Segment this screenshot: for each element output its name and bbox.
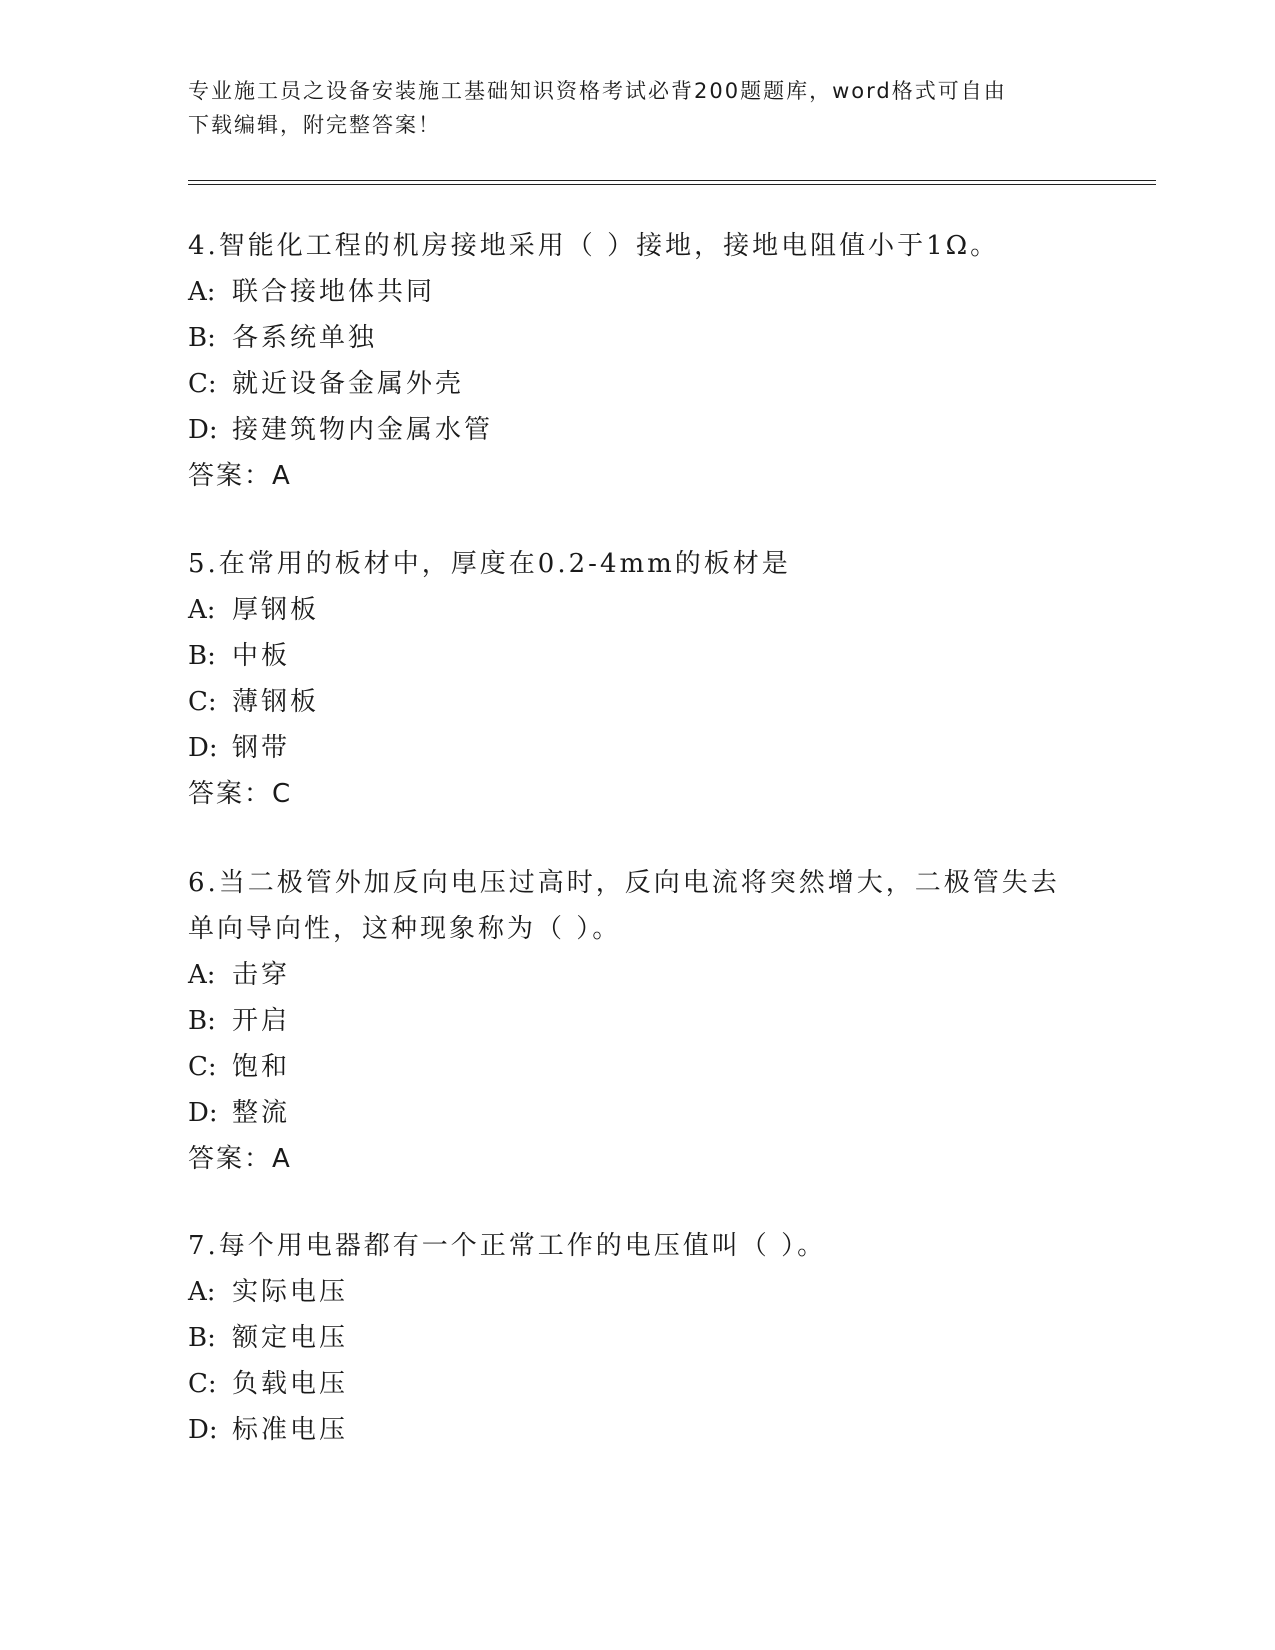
option-text: 中板 bbox=[232, 641, 291, 671]
question-5 bbox=[188, 541, 1088, 817]
answer-label: 答案：A bbox=[188, 1144, 292, 1174]
header-line-2: 下载编辑，附完整答案！ bbox=[188, 113, 441, 137]
option-key: A: bbox=[188, 1277, 216, 1307]
option-text: 联合接地体共同 bbox=[232, 277, 436, 307]
option-b bbox=[188, 633, 1088, 679]
option-text: 负载电压 bbox=[232, 1369, 349, 1399]
option-text: 标准电压 bbox=[232, 1415, 349, 1445]
option-a bbox=[188, 1269, 1088, 1315]
answer-label: 答案：C bbox=[188, 779, 293, 809]
header-line-1: 专业施工员之设备安装施工基础知识资格考试必背200题题库，word格式可自由 bbox=[188, 79, 1007, 103]
question-stem-line-1: 6.当二极管外加反向电压过高时，反向电流将突然增大，二极管失去 bbox=[188, 868, 1060, 898]
option-key: D: bbox=[188, 733, 218, 763]
option-b bbox=[188, 998, 1088, 1044]
option-text: 厚钢板 bbox=[232, 595, 320, 625]
option-d bbox=[188, 1090, 1088, 1136]
option-text: 击穿 bbox=[232, 960, 291, 990]
option-d bbox=[188, 725, 1088, 771]
option-c bbox=[188, 1044, 1088, 1090]
option-key: C: bbox=[188, 369, 217, 399]
option-key: B: bbox=[188, 641, 216, 671]
option-key: C: bbox=[188, 1052, 217, 1082]
question-6 bbox=[188, 860, 1088, 1182]
option-text: 就近设备金属外壳 bbox=[232, 369, 465, 399]
option-key: D: bbox=[188, 415, 218, 445]
option-key: A: bbox=[188, 277, 216, 307]
option-b bbox=[188, 315, 1088, 361]
question-stem: 7.每个用电器都有一个正常工作的电压值叫（ ）。 bbox=[188, 1231, 827, 1261]
option-a bbox=[188, 269, 1088, 315]
option-c bbox=[188, 361, 1088, 407]
question-stem-line-2: 单向导向性，这种现象称为（ ）。 bbox=[188, 914, 622, 944]
answer-label: 答案：A bbox=[188, 461, 292, 491]
option-key: D: bbox=[188, 1098, 218, 1128]
option-key: A: bbox=[188, 595, 216, 625]
option-c bbox=[188, 679, 1088, 725]
option-d bbox=[188, 407, 1088, 453]
option-a bbox=[188, 952, 1088, 998]
option-text: 开启 bbox=[232, 1006, 291, 1036]
option-key: A: bbox=[188, 960, 216, 990]
option-key: C: bbox=[188, 1369, 217, 1399]
option-text: 整流 bbox=[232, 1098, 291, 1128]
header-divider bbox=[188, 180, 1156, 185]
option-text: 实际电压 bbox=[232, 1277, 349, 1307]
option-text: 各系统单独 bbox=[232, 323, 378, 353]
question-7 bbox=[188, 1223, 1088, 1453]
option-key: D: bbox=[188, 1415, 218, 1445]
option-key: B: bbox=[188, 323, 216, 353]
document-header bbox=[188, 74, 1088, 142]
option-text: 钢带 bbox=[232, 733, 291, 763]
option-key: B: bbox=[188, 1323, 216, 1353]
option-text: 薄钢板 bbox=[232, 687, 320, 717]
question-4 bbox=[188, 223, 1088, 499]
question-stem: 5.在常用的板材中，厚度在0.2-4mm的板材是 bbox=[188, 549, 791, 579]
option-b bbox=[188, 1315, 1088, 1361]
option-c bbox=[188, 1361, 1088, 1407]
option-text: 接建筑物内金属水管 bbox=[232, 415, 494, 445]
option-a bbox=[188, 587, 1088, 633]
option-text: 额定电压 bbox=[232, 1323, 349, 1353]
option-text: 饱和 bbox=[232, 1052, 291, 1082]
option-key: B: bbox=[188, 1006, 216, 1036]
question-stem: 4.智能化工程的机房接地采用（ ）接地，接地电阻值小于1Ω。 bbox=[188, 231, 1000, 261]
option-d bbox=[188, 1407, 1088, 1453]
option-key: C: bbox=[188, 687, 217, 717]
